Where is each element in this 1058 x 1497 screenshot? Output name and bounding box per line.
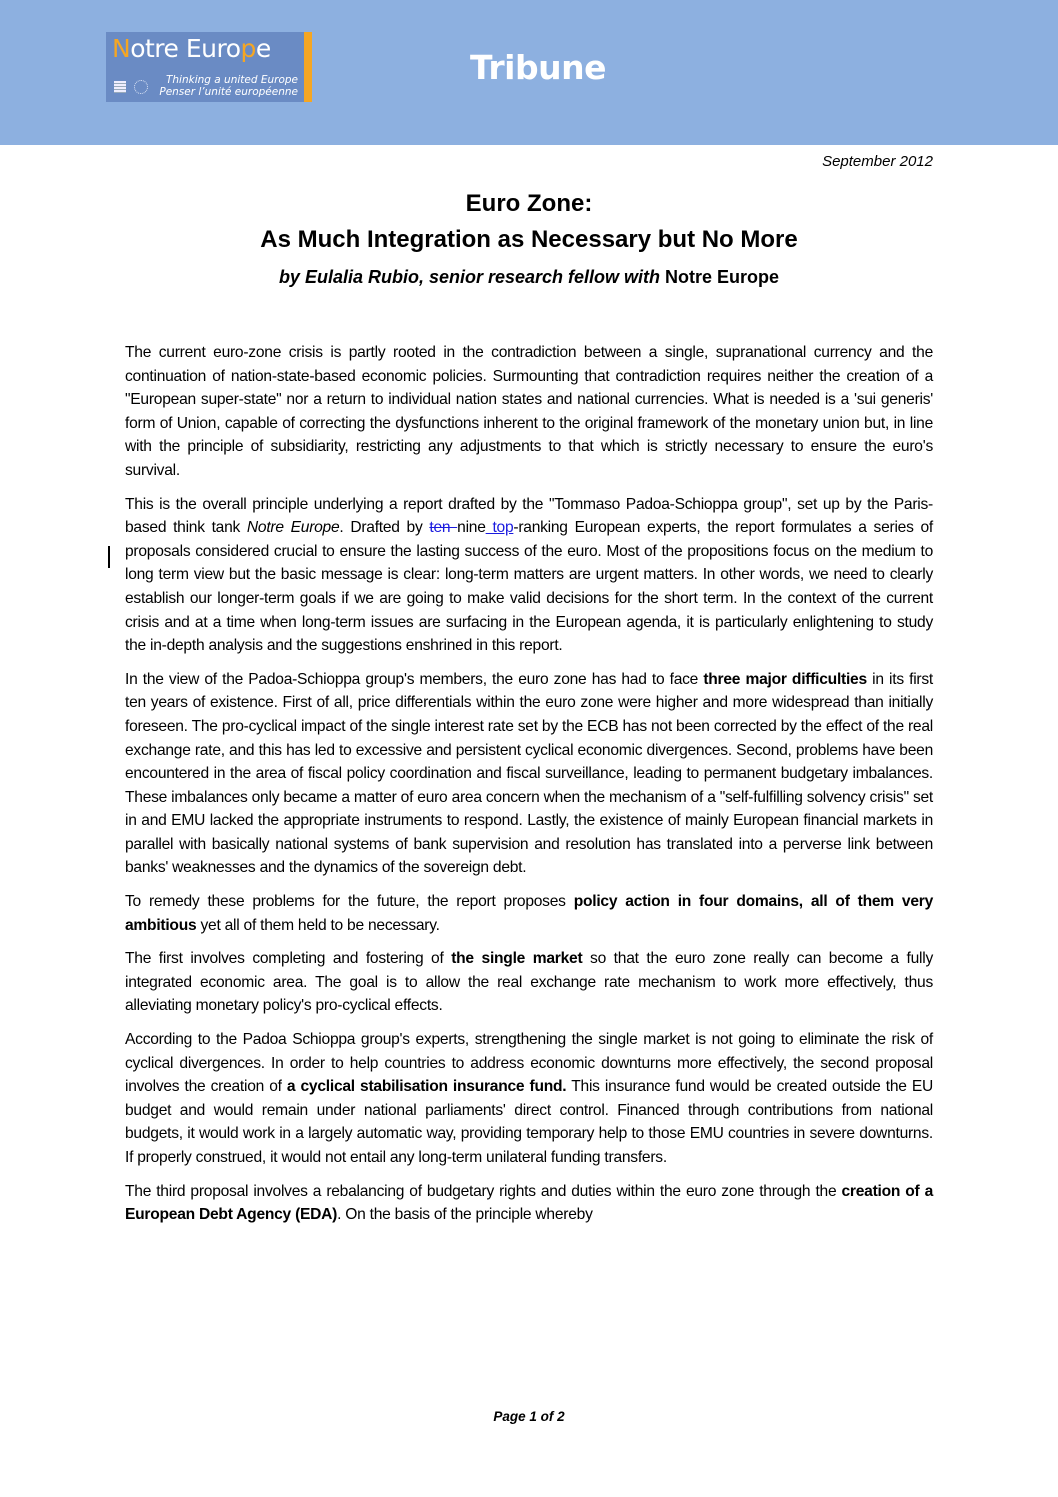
document-stack-icon	[114, 81, 126, 93]
paragraph-3: In the view of the Padoa-Schioppa group's members, the euro zone has had to face three major difficulties in its first ten years of existence. First of all, price differentials within the euro zone were higher and more widespread than initially foreseen. The pro-cyclical impact of the single interest rate set by the ECB has not been corrected by the effect of the real exchange rate, and this has led to excessive and persistent cyclical economic divergences. Second, problems have been encountered in the area of fiscal policy coordination and fiscal surveillance, leading to permanent budgetary imbalances. These imbalances only became a matter of euro area concern when the mechanism of a "self-fulfilling solvency crisis" set in and EMU lacked the appropriate instruments to respond. Lastly, the existence of mainly European financial markets in parallel with basically national systems of bank supervision and resolution has translated into a perverse link between banks' weaknesses and the dynamics of the sovereign debt.	[125, 670, 933, 877]
article-body	[125, 341, 933, 1237]
tracked-insertion[interactable]: top	[485, 519, 514, 537]
header-band	[0, 0, 1058, 145]
publication-type-title: Tribune	[470, 48, 606, 87]
logo-tagline-en: Thinking a united Europe	[165, 74, 298, 86]
tracked-deletion[interactable]: ten	[429, 519, 458, 537]
logo-name: Notre Europe	[112, 34, 271, 63]
logo-tagline-fr: Penser l’unité européenne	[159, 86, 298, 98]
paragraph-1: The current euro-zone crisis is partly rooted in the contradiction between a single, supranational currency and the continuation of nation-state-based economic policies. Surmounting that contradiction requires neither the creation of a "European super-state" nor a return to individual nation states and national currencies. What is needed is a 'sui generis' form of Union, capable of correcting the dysfunctions inherent to the original framework of the monetary union but, in line with the principle of subsidiarity, restricting any adjustments to that which is strictly necessary to ensure the euro's survival.	[125, 344, 933, 479]
page-number: Page 1 of 2	[493, 1409, 565, 1424]
paragraph-7: The third proposal involves a rebalancing of budgetary rights and duties within the euro zone through the creation of a European Debt Agency (EDA). On the basis of the principle whereby	[125, 1182, 933, 1224]
paragraph-2: This is the overall principle underlying a report drafted by the "Tommaso Padoa-Schioppa group", set up by the Paris-based think tank Notre Europe. Drafted by ten nine top-ranking European experts, the report formulates a series of proposals considered crucial to ensure the lasting success of the euro. Most of the propositions focus on the medium to long term view but the basic message is clear: long-term matters are urgent matters. In other words, we need to clearly establish our longer-term goals if we are going to make valid decisions for the short term. In the context of the current crisis and at a time when long-term issues are surfacing in the European agenda, it is particularly enlightening to study the in-depth analysis and the suggestions enshrined in this report.	[125, 495, 933, 655]
notre-europe-logo	[106, 32, 312, 102]
eu-stars-icon	[134, 80, 148, 94]
paragraph-6: According to the Padoa Schioppa group's experts, strengthening the single market is not going to eliminate the risk of cyclical divergences. In order to help countries to address economic downturns more effectively, the second proposal involves the creation of a cyclical stabilisation insurance fund. This insurance fund would be created outside the EU budget and would remain under national parliaments' direct control. Financed through contributions from national budgets, it would work in a largely automatic way, providing temporary help to those EMU countries in severe downturns. If properly construed, it would not entail any long-term unilateral funding transfers.	[125, 1031, 933, 1166]
publication-date: September 2012	[822, 153, 933, 170]
byline	[0, 267, 1058, 288]
paragraph-5: The first involves completing and fostering of the single market so that the euro zone really can become a fully integrated economic area. The goal is to allow the real exchange rate mechanism to work more effectively, thus alleviating monetary policy's pro-cyclical effects.	[125, 950, 933, 1015]
document-title-line2: As Much Integration as Necessary but No More	[260, 226, 798, 253]
byline-author: by Eulalia Rubio, senior research fellow with	[278, 267, 666, 287]
document-title-line1: Euro Zone:	[465, 190, 593, 217]
byline-organization: Notre Europe	[665, 267, 780, 287]
revision-change-bar	[108, 546, 110, 568]
paragraph-4: To remedy these problems for the future, the report proposes policy action in four domains, all of them very ambitious yet all of them held to be necessary.	[125, 893, 933, 934]
